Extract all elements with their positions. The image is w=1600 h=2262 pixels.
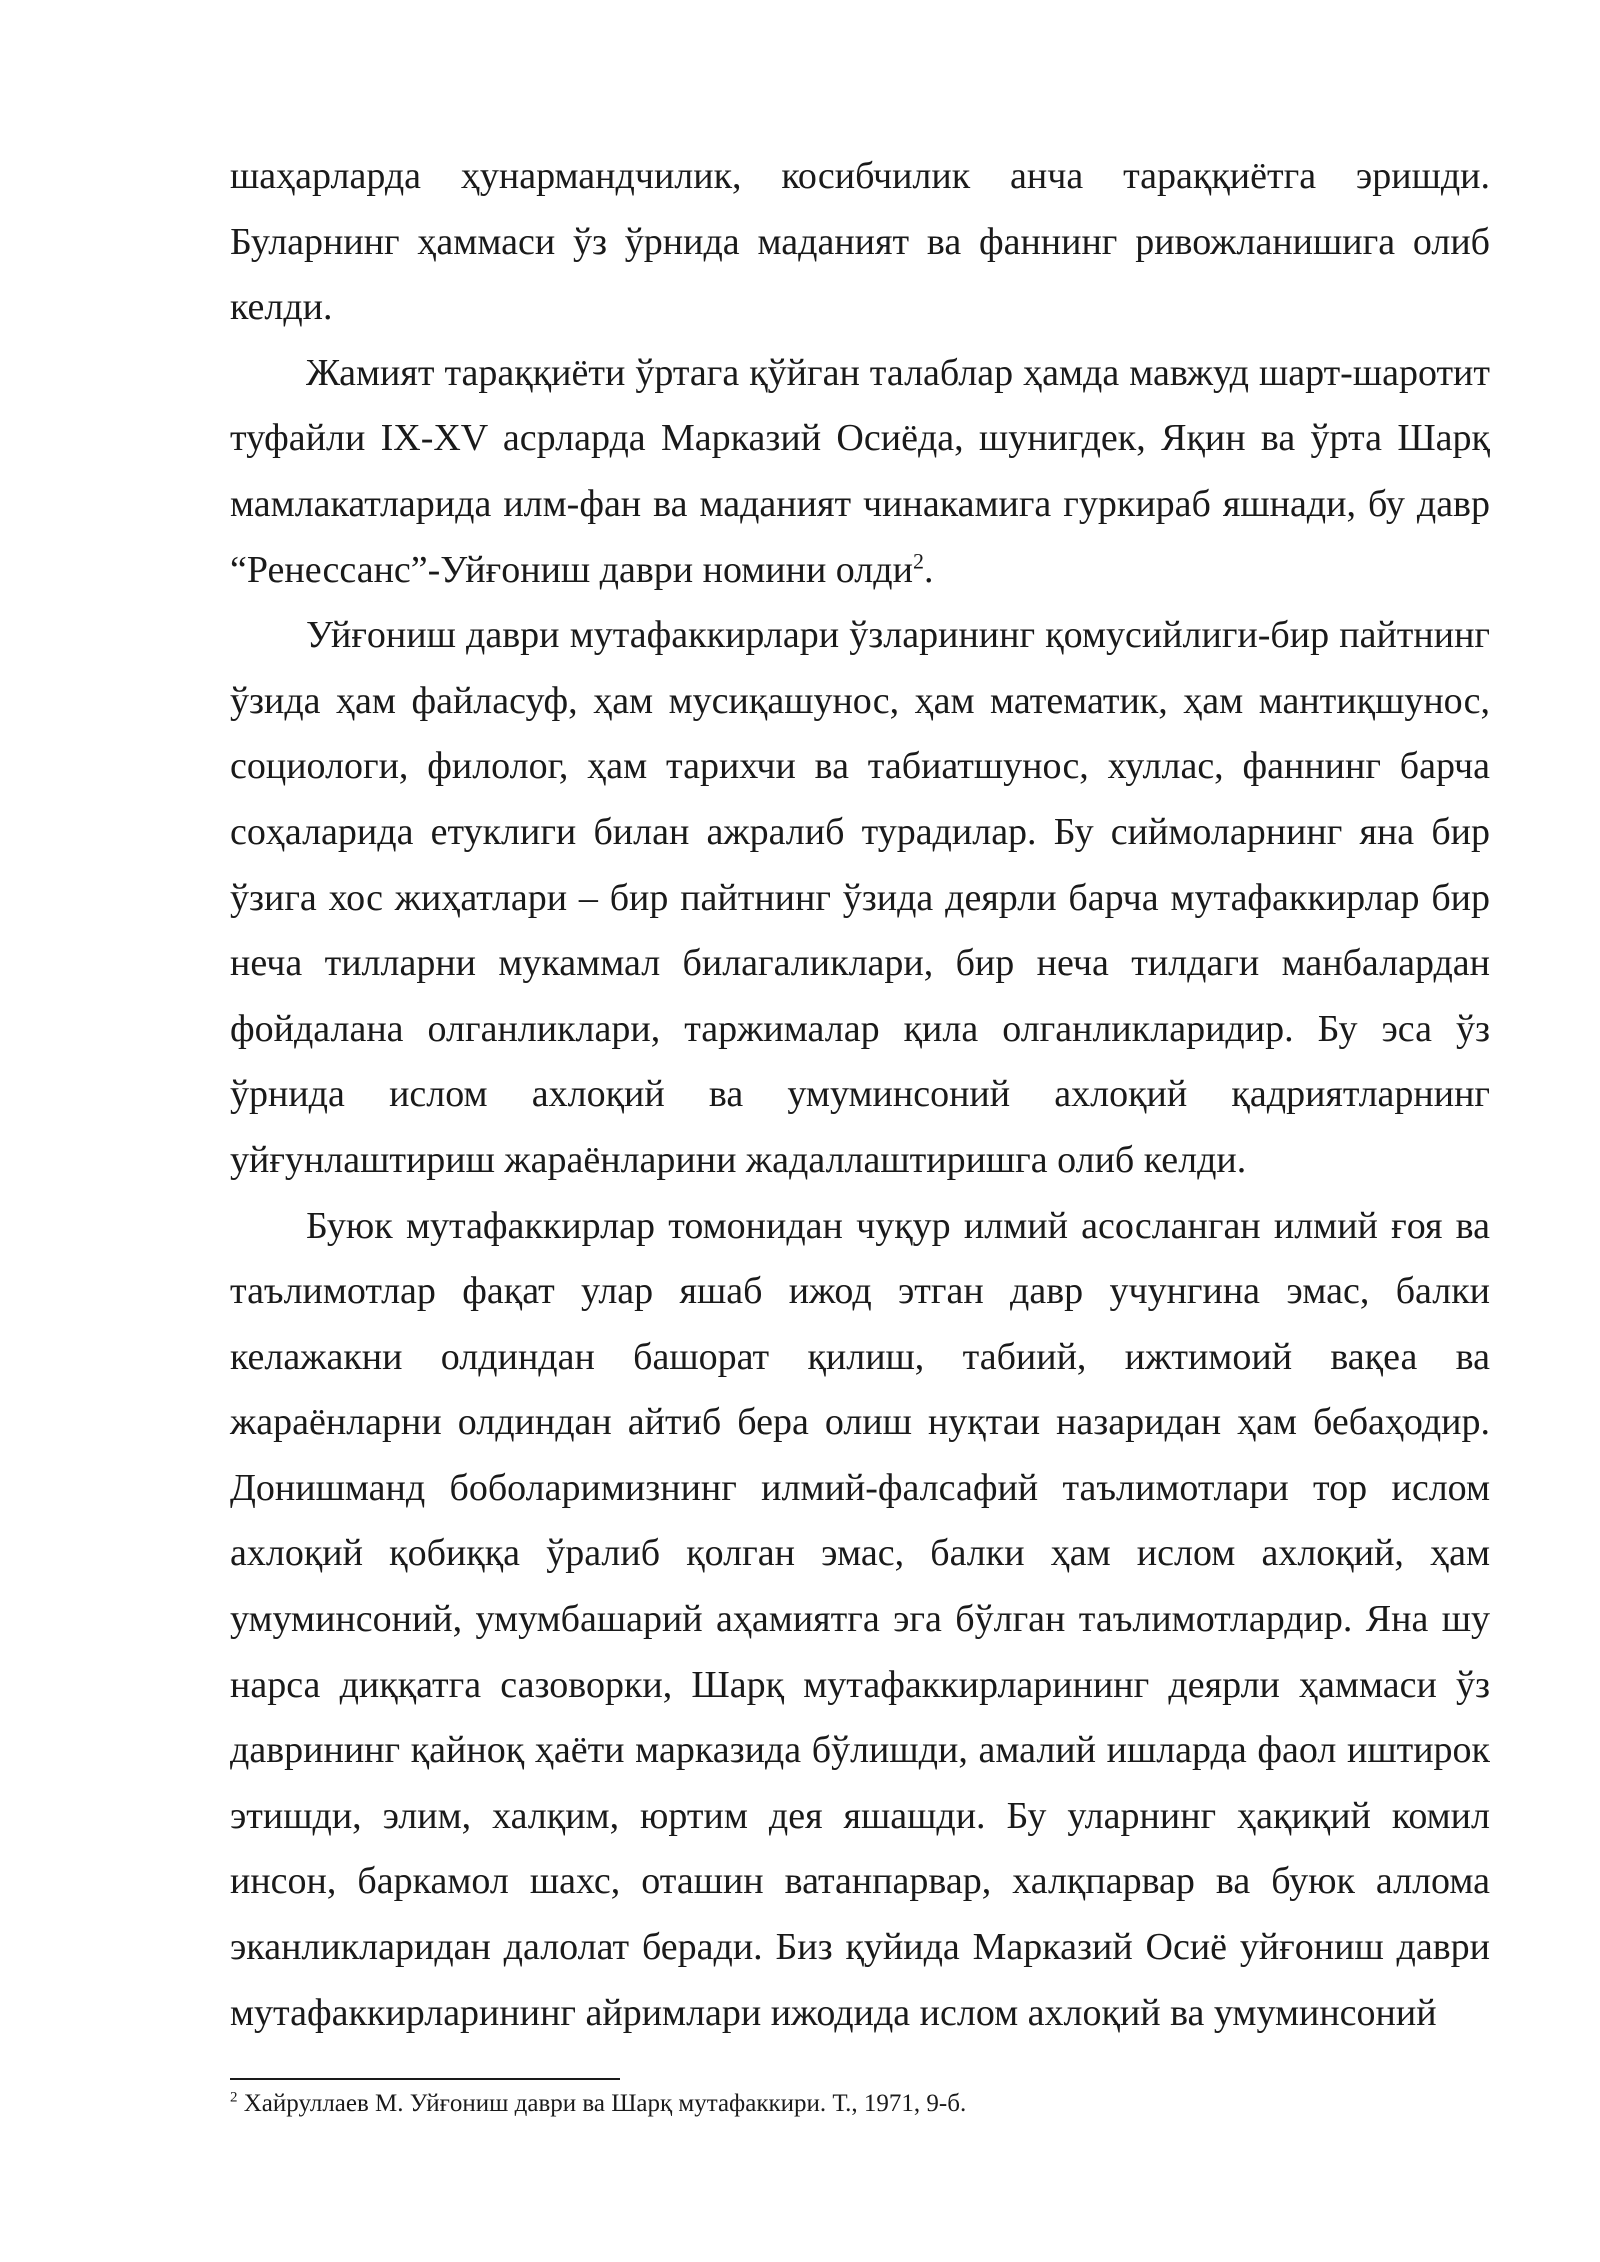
paragraph-thinkers — [230, 603, 1490, 1193]
footnote-reference[interactable]: 2 — [912, 547, 924, 573]
paragraph-continuation — [230, 144, 1490, 341]
paragraph-text: Жамият тараққиёти ўртага қўйган талаблар ҳамда мавжуд шарт-шаротит туфайли IX-XV асрларда Марказий Осиёда, шунигдек, Яқин ва ўрта Шарқ мамлакатларида илм-фан ва маданият чинакамига гуркираб яшнади, бу давр “Ренессанс”-Уйғониш даври номини олди — [230, 351, 1490, 591]
paragraph-great-thinkers — [230, 1194, 1490, 2047]
paragraph-text: Уйғониш даври мутафаккирлари ўзларининг қомусийлиги-бир пайтнинг ўзида ҳам файласуф, ҳам мусиқашунос, ҳам математик, ҳам мантиқшунос, социологи, филолог, ҳам тарихчи ва табиатшунос, хуллас, фаннинг барча соҳаларида етуклиги билан ажралиб турадилар. Бу сиймоларнинг яна бир ўзига хос жиҳатлари – бир пайтнинг ўзида деярли барча мутафаккирлар бир неча тилларни мукаммал билагаликлари, бир неча тилдаги манбалардан фойдалана олганликлари, таржималар қила олганликларидир. Бу эса ўз ўрнида ислом ахлоқий ва умуминсоний ахлоқий қадриятларнинг уйғунлаштириш жараёнларини жадаллаштиришга олиб келди. — [230, 614, 1490, 1181]
paragraph-text-end: . — [923, 548, 934, 591]
paragraph-text: шаҳарларда ҳунармандчилик, косибчилик анча тараққиётга эришди. Буларнинг ҳаммаси ўз ўрнида маданият ва фаннинг ривожланишига олиб келди. — [230, 155, 1490, 329]
document-body — [230, 144, 1490, 2046]
footnote-text: Хайруллаев М. Уйғониш даври ва Шарқ мутафаккири. Т., 1971, 9-б. — [237, 2090, 967, 2117]
footnote-divider — [230, 2078, 620, 2080]
footnote — [230, 2086, 1490, 2122]
paragraph-renaissance — [230, 341, 1490, 603]
footnote-number: 2 — [230, 2089, 238, 2106]
paragraph-text: Буюк мутафаккирлар томонидан чуқур илмий асосланган илмий ғоя ва таълимотлар фақат улар яшаб ижод этган давр учунгина эмас, балки келажакни олдиндан башорат қилиш, табиий, ижтимоий вақеа ва жараёнларни олдиндан айтиб бера олиш нуқтаи назаридан ҳам бебаҳодир. Донишманд боболаримизнинг илмий-фалсафий таълимотлари тор ислом ахлоқий қобиққа ўралиб қолган эмас, балки ҳам ислом ахлоқий, ҳам умуминсоний, умумбашарий аҳамиятга эга бўлган таълимотлардир. Яна шу нарса диққатга сазоворки, Шарқ мутафаккирларининг деярли ҳаммаси ўз даврининг қайноқ ҳаёти марказида бўлишди, амалий ишларда фаол иштирок этишди, элим, халқим, юртим дея яшашди. Бу уларнинг ҳақиқий комил инсон, баркамол шахс, оташин ватанпарвар, халқпарвар ва буюк аллома эканликларидан далолат беради. Биз қуйида Марказий Осиё уйғониш даври мутафаккирларининг айримлари ижодида ислом ахлоқий ва умуминсоний — [230, 1204, 1490, 2034]
